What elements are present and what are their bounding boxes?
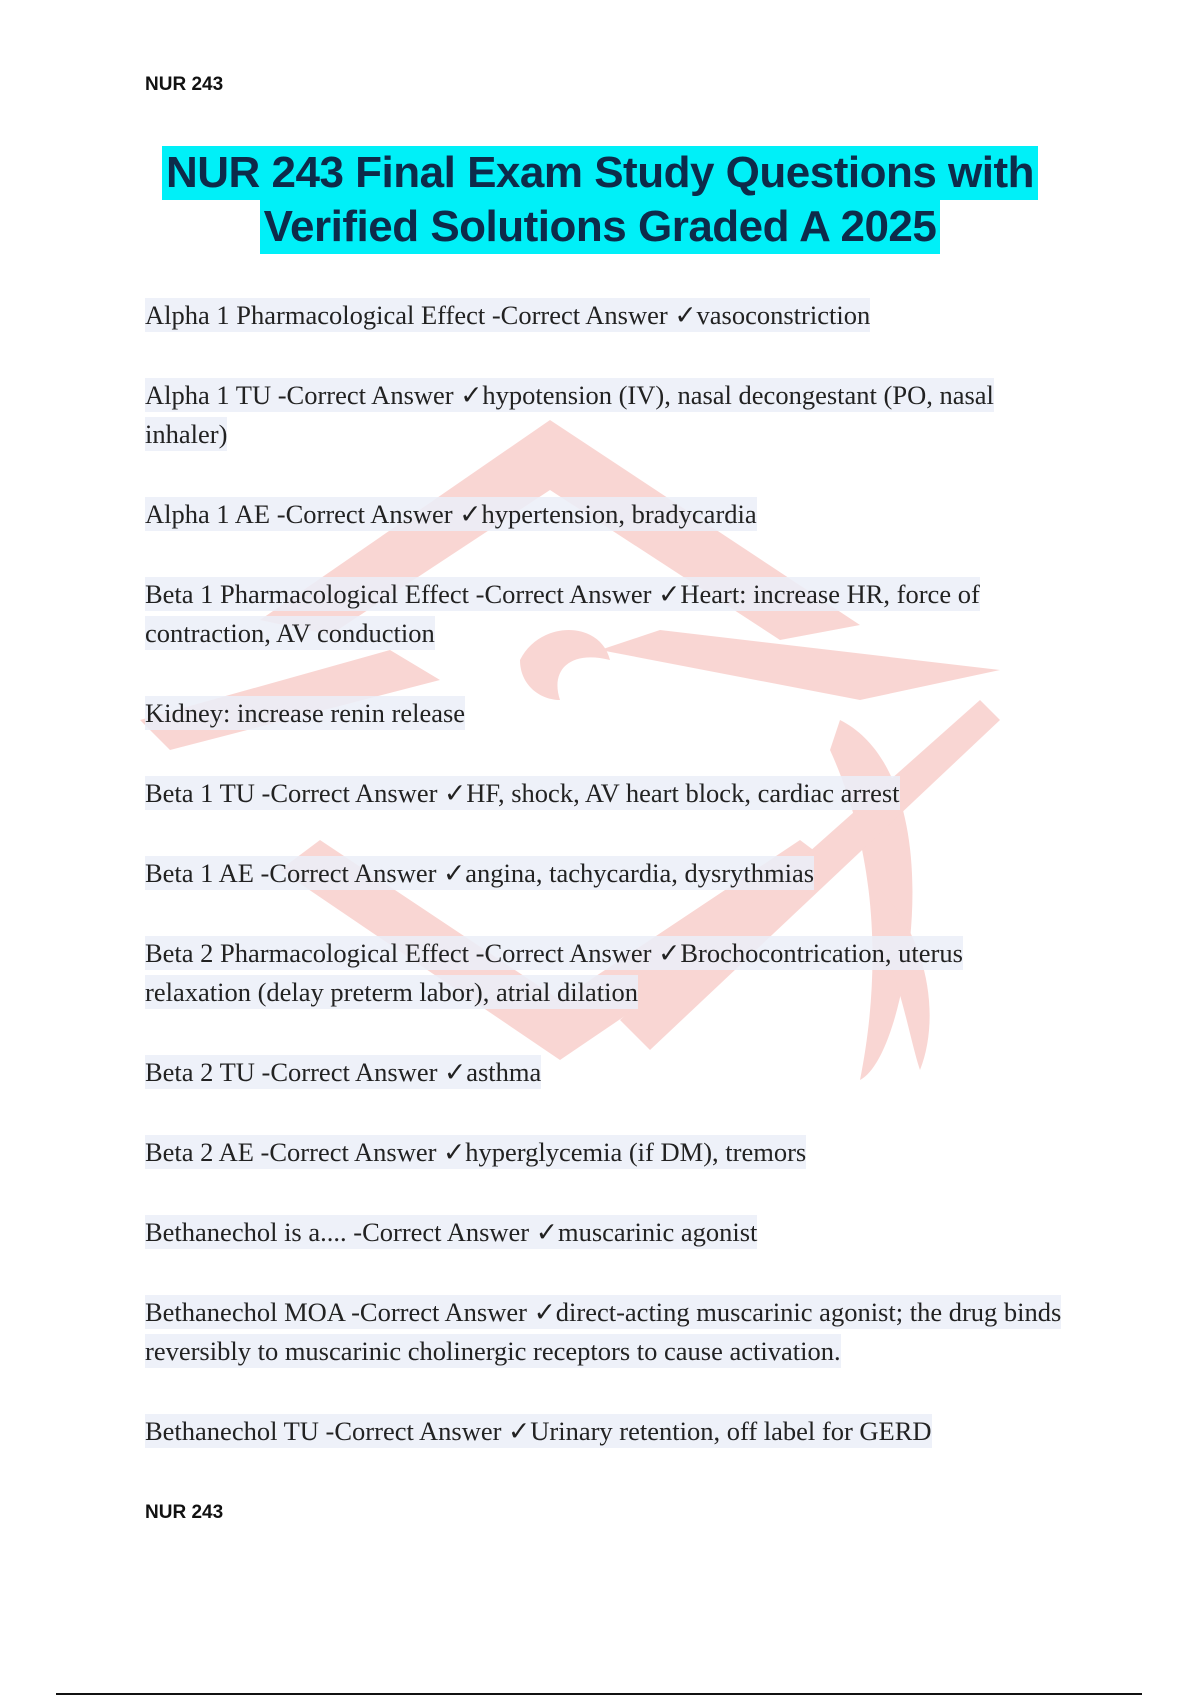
qa-text: Beta 1 AE -Correct Answer ✓angina, tachycardia, dysrythmias [145,858,815,888]
qa-item-beta1-tu [145,774,1075,813]
document-title [0,146,1200,254]
page-header-label: NUR 243 [145,74,224,95]
qa-item-bethanechol-tu [145,1412,1075,1451]
qa-item-beta1-effect [145,575,1075,653]
qa-text: Beta 2 AE -Correct Answer ✓hyperglycemia (if DM), tremors [145,1137,807,1167]
qa-text: Kidney: increase renin release [145,698,466,728]
qa-text: Beta 2 Pharmacological Effect -Correct Answer ✓Brochocontrication, uterus relaxation (delay preterm labor), atrial dilation [145,938,963,1007]
qa-text: Beta 1 TU -Correct Answer ✓HF, shock, AV heart block, cardiac arrest [145,778,900,808]
page-footer-label: NUR 243 [145,1502,224,1523]
qa-item-kidney [145,694,1075,733]
qa-item-alpha1-tu [145,376,1075,454]
qa-text: Alpha 1 Pharmacological Effect -Correct Answer ✓vasoconstriction [145,300,871,330]
qa-text: Bethanechol MOA -Correct Answer ✓direct-acting muscarinic agonist; the drug binds reversibly to muscarinic cholinergic receptors to cause activation. [145,1297,1062,1366]
qa-item-beta2-tu [145,1053,1075,1092]
qa-item-beta2-effect [145,934,1075,1012]
qa-text: Alpha 1 AE -Correct Answer ✓hypertension, bradycardia [145,499,757,529]
qa-text: Beta 2 TU -Correct Answer ✓asthma [145,1057,542,1087]
qa-item-beta1-ae [145,854,1075,893]
qa-list [145,296,1075,1492]
qa-item-alpha1-effect [145,296,1075,335]
qa-item-alpha1-ae [145,495,1075,534]
qa-text: Beta 1 Pharmacological Effect -Correct Answer ✓Heart: increase HR, force of contraction, AV conduction [145,579,980,648]
qa-item-bethanechol-moa [145,1293,1075,1371]
bottom-divider [56,1693,1142,1695]
qa-text: Bethanechol is a.... -Correct Answer ✓muscarinic agonist [145,1217,758,1247]
qa-text: Alpha 1 TU -Correct Answer ✓hypotension (IV), nasal decongestant (PO, nasal inhaler) [145,380,994,449]
qa-item-bethanechol-is [145,1213,1075,1252]
qa-item-beta2-ae [145,1133,1075,1172]
title-line-1: NUR 243 Final Exam Study Questions with [162,146,1038,200]
title-line-2: Verified Solutions Graded A 2025 [260,200,941,254]
qa-text: Bethanechol TU -Correct Answer ✓Urinary retention, off label for GERD [145,1416,932,1446]
